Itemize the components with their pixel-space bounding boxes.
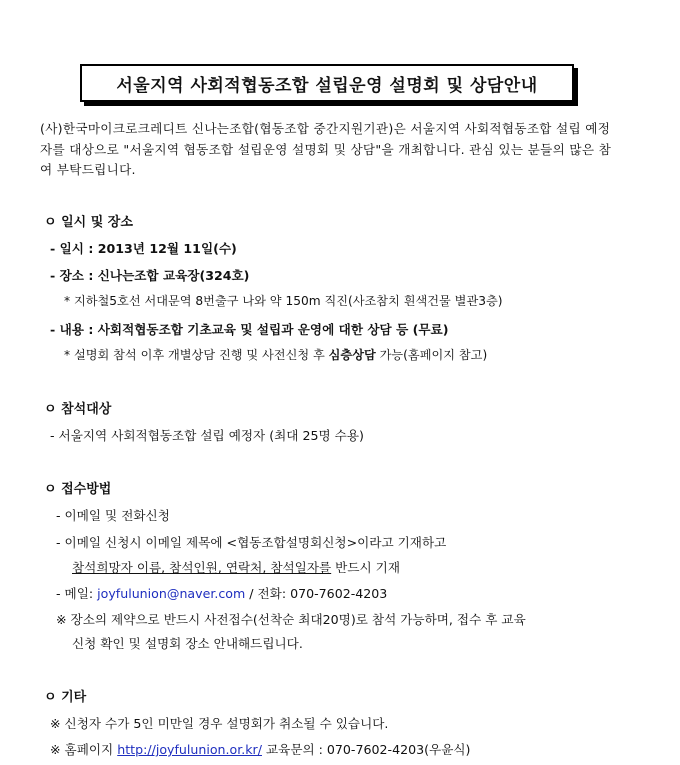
section-heading-registration: ㅇ 접수방법	[44, 482, 112, 497]
target-audience: - 서울지역 사회적협동조합 설립 예정자 (최대 25명 수용)	[50, 428, 364, 443]
event-content: - 내용 : 사회적협동조합 기초교육 및 설립과 운영에 대한 상담 등 (무료)	[50, 322, 449, 337]
registration-email-subject: - 이메일 신청시 이메일 제목에 <협동조합설명회신청>이라고 기재하고	[56, 535, 447, 550]
section-heading-other: ㅇ 기타	[44, 690, 87, 705]
document-title: 서울지역 사회적협동조합 설립운영 설명회 및 상담안내	[80, 64, 574, 102]
homepage-link[interactable]: http://joyfulunion.or.kr/	[117, 742, 262, 757]
event-place: - 장소 : 신나는조합 교육장(324호)	[50, 268, 250, 283]
section-heading-target: ㅇ 참석대상	[44, 402, 112, 417]
place-directions-note: * 지하철5호선 서대문역 8번출구 나와 약 150m 직진(사조참치 흰색건물 별관3층)	[64, 294, 503, 308]
registration-note-line2: 신청 확인 및 설명회 장소 안내해드립니다.	[72, 636, 303, 651]
contact-info: - 메일: joyfulunion@naver.com / 전화: 070-7602-4203	[56, 586, 388, 601]
event-date: - 일시 : 2013년 12월 11일(수)	[50, 241, 237, 256]
registration-method: - 이메일 및 전화신청	[56, 508, 170, 523]
registration-note-line1: ※ 장소의 제약으로 반드시 사전접수(선착순 최대20명)로 참석 가능하며, 접수 후 교육	[56, 612, 526, 627]
email-link[interactable]: joyfulunion@naver.com	[97, 586, 246, 601]
content-note: * 설명회 참석 이후 개별상담 진행 및 사전신청 후 심층상담 가능(홈페이지 참고)	[64, 348, 488, 362]
intro-paragraph: (사)한국마이크로크레디트 신나는조합(협동조합 중간지원기관)은 서울지역 사회적협동조합 설립 예정자를 대상으로 "서울지역 협동조합 설립운영 설명회 및 상담"을 개최합니다. 관심 있는 분들의 많은 참여 부탁드립니다.	[40, 121, 612, 177]
section-heading-datetime-place: ㅇ 일시 및 장소	[44, 215, 133, 230]
registration-required-info: 참석희망자 이름, 참석인원, 연락처, 참석일자를 반드시 기재	[72, 560, 401, 575]
homepage-contact: ※ 홈페이지 http://joyfulunion.or.kr/ 교육문의 : 070-7602-4203(우윤식)	[50, 742, 471, 757]
cancellation-note: ※ 신청자 수가 5인 미만일 경우 설명회가 취소될 수 있습니다.	[50, 716, 389, 731]
